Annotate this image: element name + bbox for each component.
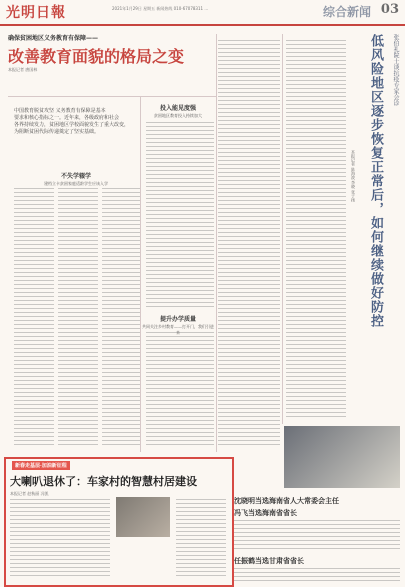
text-column bbox=[234, 520, 400, 550]
text-column bbox=[176, 499, 226, 579]
text-column bbox=[146, 332, 214, 448]
text-column bbox=[218, 40, 280, 448]
subhead-2-sub: 建档立卡贫困家庭适龄学生应该入学 bbox=[44, 181, 108, 186]
right-lower-headline-3: 任振鹤当选甘肃省省长 bbox=[234, 556, 304, 565]
newspaper-logo: 光明日報 bbox=[6, 5, 66, 21]
lead-line: 为阻断贫困代际传递奠定了坚实基础。 bbox=[14, 129, 100, 135]
feature-photo bbox=[116, 497, 170, 537]
subhead-3-sub: 共同关注乡村教育——打开门，我们引进来 bbox=[142, 324, 214, 335]
main-article-lead bbox=[14, 108, 138, 136]
text-column bbox=[10, 499, 110, 579]
text-column bbox=[146, 122, 214, 308]
feature-tag: 新春走基层·加油新征程 bbox=[12, 461, 70, 470]
feature-byline: 本报记者 赵秋丽 冯凯 bbox=[10, 491, 49, 496]
lead-line: 要求和核心指标之一。近年来，各级政府和社会 bbox=[14, 115, 120, 121]
right-column-kicker: 张伯礼院士谈抗疫专家会诊 bbox=[392, 34, 399, 106]
right-lower-headline-1: 沈晓明当选海南省人大常委会主任 bbox=[234, 496, 339, 505]
right-column-byline: 本报记者 陈海波 李晓 张子扬 bbox=[351, 150, 356, 202]
subhead-1: 投入能见度强 bbox=[159, 105, 196, 112]
main-article-kicker: 确保贫困地区义务教育有保障—— bbox=[8, 35, 99, 42]
column-rule bbox=[216, 34, 217, 452]
subhead-1-sub: 贫困地区教育投入持续加大 bbox=[154, 113, 202, 118]
subhead-3: 提升办学质量 bbox=[159, 316, 196, 323]
text-column bbox=[234, 568, 400, 582]
masthead-meta: 2021年1月29日 星期五 新闻热线 010-67078311 ... bbox=[112, 6, 209, 11]
page-number: 03 bbox=[380, 2, 399, 17]
feature-box bbox=[4, 457, 234, 587]
text-column bbox=[14, 188, 54, 446]
main-article-headline: 改善教育面貌的格局之变 bbox=[8, 47, 185, 66]
column-rule bbox=[140, 96, 141, 452]
text-column bbox=[286, 40, 346, 420]
column-rule bbox=[282, 34, 283, 424]
right-lower-headline-2: 冯飞当选海南省省长 bbox=[234, 508, 297, 517]
news-photo bbox=[284, 426, 400, 488]
masthead bbox=[0, 0, 405, 26]
feature-headline: 大喇叭退休了：车家村的智慧村居建设 bbox=[10, 475, 197, 488]
text-column bbox=[102, 188, 140, 446]
lead-line: 中国教育脱贫攻坚 义务教育有保障是基本 bbox=[14, 108, 106, 114]
right-column-headline: 低风险地区逐步恢复正常后，如何继续做好防控 bbox=[368, 34, 383, 328]
section-rule bbox=[8, 96, 216, 97]
main-article-byline: 本报记者 唐国林 bbox=[8, 67, 38, 72]
lead-line: 各界持续发力，贫困地区学校面貌发生了重大改变， bbox=[14, 122, 130, 128]
section-name: 综合新闻 bbox=[322, 5, 371, 19]
text-column bbox=[58, 188, 98, 446]
subhead-2: 不失学辍学 bbox=[60, 173, 91, 180]
